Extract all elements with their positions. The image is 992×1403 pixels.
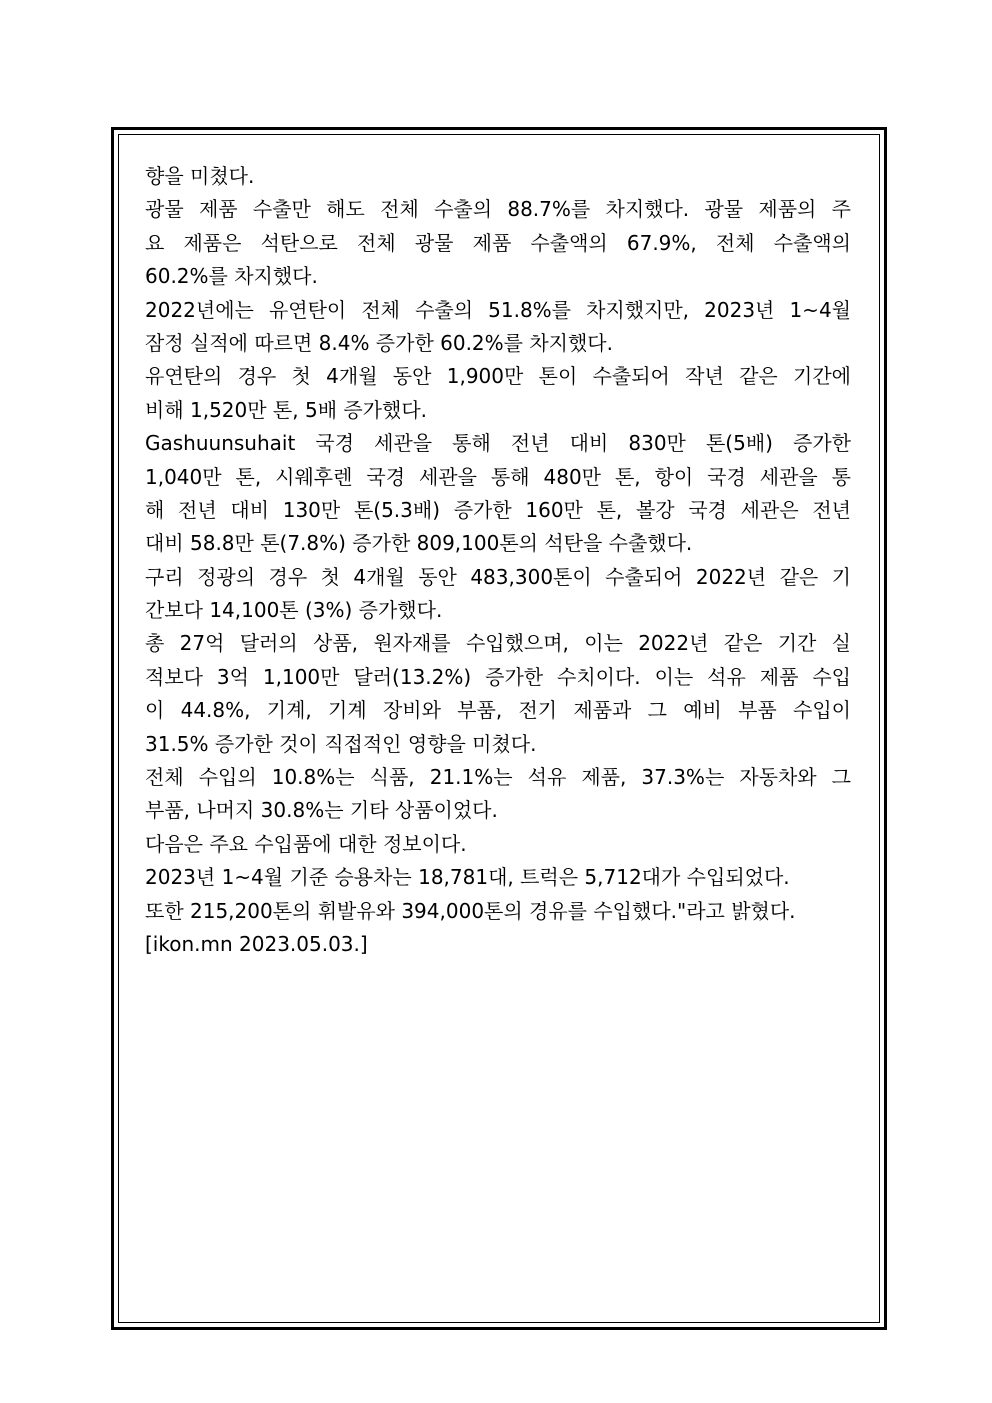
document-body bbox=[145, 160, 851, 961]
text-line: 2022년에는 유연탄이 전체 수출의 51.8%를 차지했지만, 2023년 1~4월 bbox=[145, 297, 851, 322]
text-line: 향을 미쳤다. bbox=[145, 164, 255, 188]
text-line: 광물 제품 수출만 해도 전체 수출의 88.7%를 차지했다. 광물 제품의 주 bbox=[145, 197, 851, 222]
text-line: 구리 정광의 경우 첫 4개월 동안 483,300톤이 수출되어 2022년 같은 기 bbox=[145, 564, 851, 589]
text-line: 이 44.8%, 기계, 기계 장비와 부품, 전기 제품과 그 예비 부품 수입이 bbox=[145, 698, 851, 723]
text-line: 대비 58.8만 톤(7.8%) 증가한 809,100톤의 석탄을 수출했다. bbox=[145, 531, 693, 556]
text-line: 60.2%를 차지했다. bbox=[145, 264, 318, 289]
text-line: 간보다 14,100톤 (3%) 증가했다. bbox=[145, 598, 443, 623]
text-line: 적보다 3억 1,100만 달러(13.2%) 증가한 수치이다. 이는 석유 제품 수입 bbox=[145, 664, 851, 689]
text-line: 1,040만 톤, 시웨후렌 국경 세관을 통해 480만 톤, 항이 국경 세관을 통 bbox=[145, 464, 851, 489]
text-line: 부품, 나머지 30.8%는 기타 상품이었다. bbox=[145, 798, 498, 823]
page-border bbox=[111, 127, 887, 1330]
text-line: 총 27억 달러의 상품, 원자재를 수입했으며, 이는 2022년 같은 기간 실 bbox=[145, 631, 851, 656]
text-line: 다음은 주요 수입품에 대한 정보이다. bbox=[145, 831, 467, 856]
text-line: 요 제품은 석탄으로 전체 광물 제품 수출액의 67.9%, 전체 수출액의 bbox=[145, 230, 851, 255]
text-line: 2023년 1~4월 기준 승용차는 18,781대, 트럭은 5,712대가 수입되었다. bbox=[145, 865, 790, 890]
text-line: 비해 1,520만 톤, 5배 증가했다. bbox=[145, 397, 428, 422]
text-line: 잠정 실적에 따르면 8.4% 증가한 60.2%를 차지했다. bbox=[145, 330, 613, 355]
text-line: Gashuunsuhait 국경 세관을 통해 전년 대비 830만 톤(5배) 증가한 bbox=[145, 431, 851, 456]
text-line: 해 전년 대비 130만 톤(5.3배) 증가한 160만 톤, 볼강 국경 세관은 전년 bbox=[145, 497, 851, 522]
text-line: [ikon.mn 2023.05.03.] bbox=[145, 931, 368, 956]
text-line: 31.5% 증가한 것이 직접적인 영향을 미쳤다. bbox=[145, 731, 537, 756]
text-line: 유연탄의 경우 첫 4개월 동안 1,900만 톤이 수출되어 작년 같은 기간에 bbox=[145, 364, 851, 389]
text-line: 전체 수입의 10.8%는 식품, 21.1%는 석유 제품, 37.3%는 자동차와 그 bbox=[145, 765, 851, 790]
text-line: 또한 215,200톤의 휘발유와 394,000톤의 경유를 수입했다."라고 밝혔다. bbox=[145, 898, 796, 923]
